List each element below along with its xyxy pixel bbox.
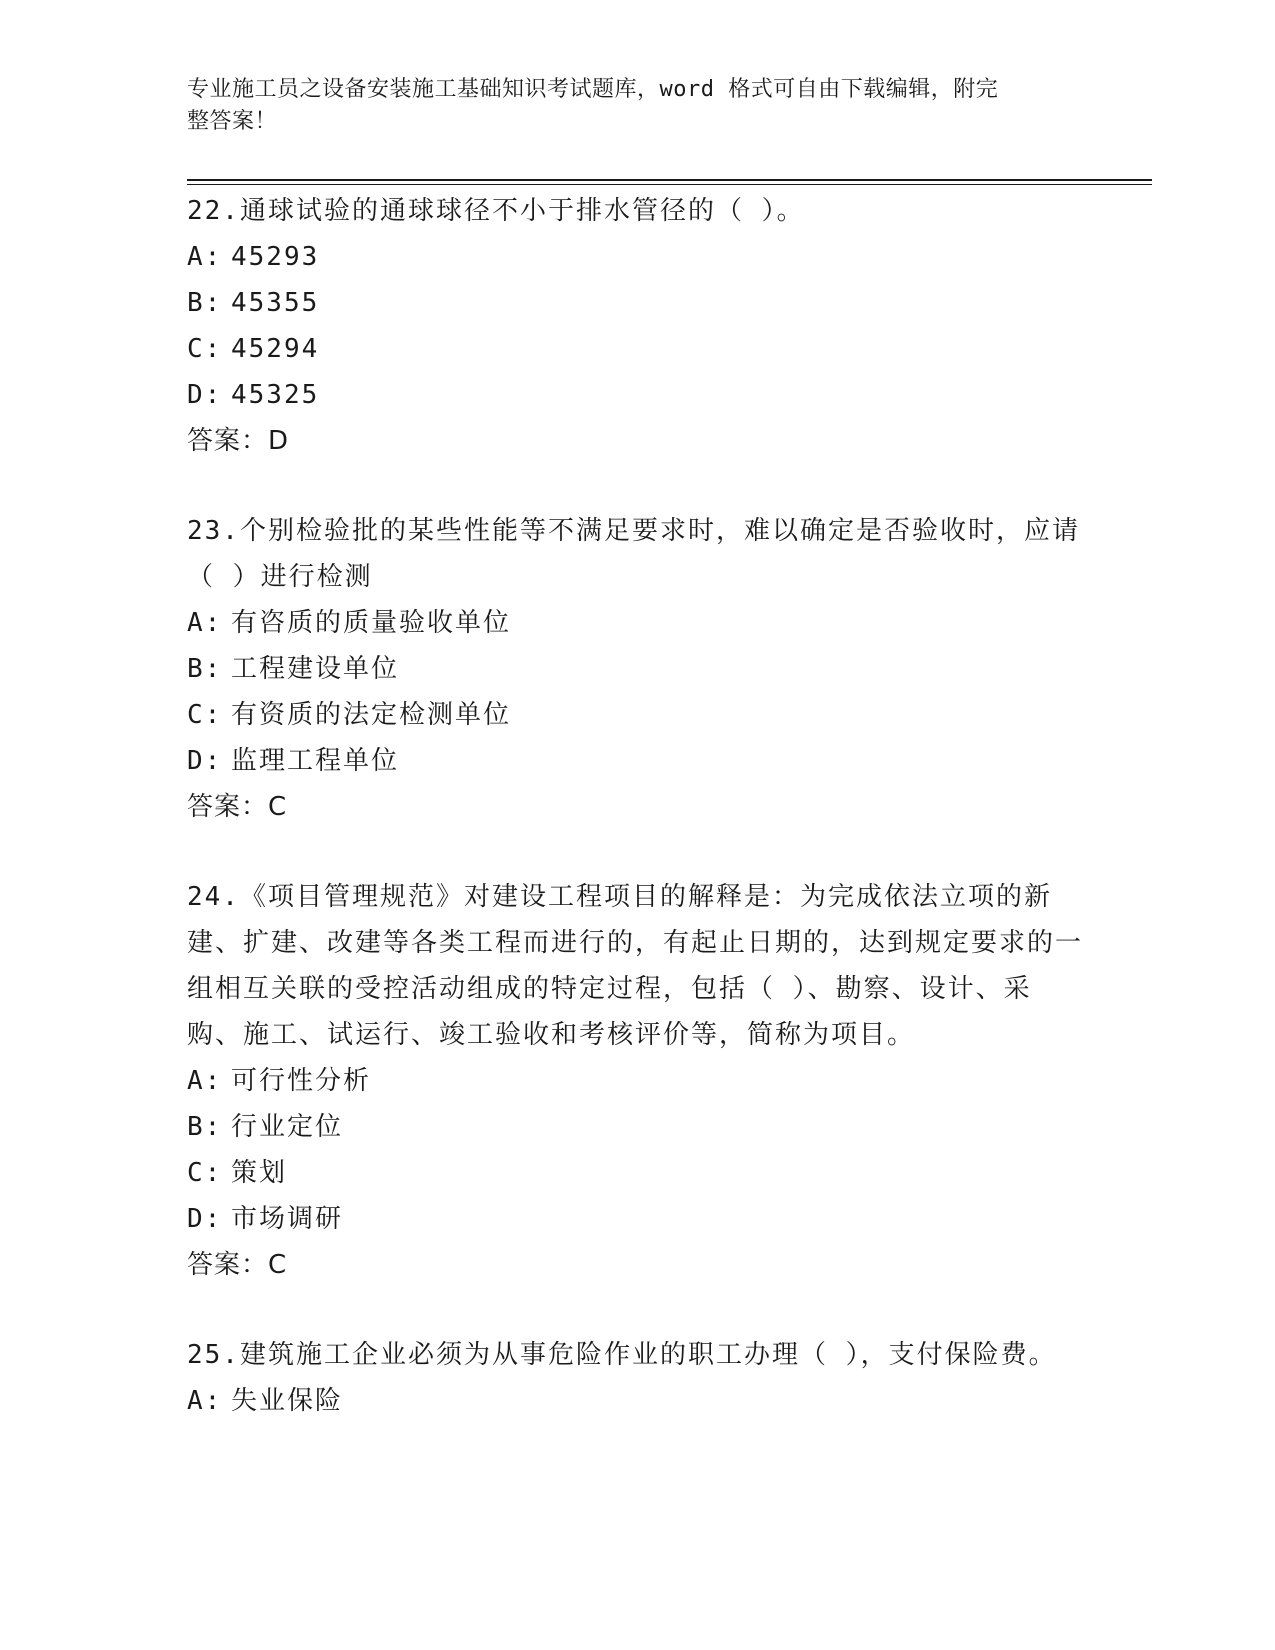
question-22 — [187, 188, 1087, 464]
option-letter: D: — [187, 1204, 223, 1234]
option-text: 有资质的法定检测单位 — [231, 700, 512, 730]
option-text: 监理工程单位 — [231, 746, 400, 776]
spacer — [187, 1288, 1087, 1332]
option-text: 45293 — [231, 242, 320, 272]
option-text: 市场调研 — [231, 1204, 344, 1234]
option-d — [187, 1196, 1087, 1242]
header-line-2: 整答案！ — [187, 109, 278, 134]
option-letter: D: — [187, 746, 223, 776]
option-letter: C: — [187, 700, 223, 730]
option-a — [187, 600, 1087, 646]
option-letter: B: — [187, 654, 223, 684]
header-divider-thick — [187, 179, 1152, 181]
option-text: 45325 — [231, 380, 320, 410]
option-letter: A: — [187, 242, 223, 272]
answer-line: 答案：C — [187, 792, 288, 822]
option-c — [187, 326, 1087, 372]
option-b — [187, 1104, 1087, 1150]
spacer — [187, 464, 1087, 508]
option-text: 45355 — [231, 288, 320, 318]
option-text: 工程建设单位 — [231, 654, 400, 684]
option-a — [187, 234, 1087, 280]
question-text: 23.个别检验批的某些性能等不满足要求时，难以确定是否验收时，应请（ ）进行检测 — [187, 516, 1080, 592]
option-b — [187, 280, 1087, 326]
question-text: 25.建筑施工企业必须为从事危险作业的职工办理（ ），支付保险费。 — [187, 1340, 1057, 1370]
question-text: 24.《项目管理规范》对建设工程项目的解释是：为完成依法立项的新建、扩建、改建等各类工程而进行的，有起止日期的，达到规定要求的一组相互关联的受控活动组成的特定过程，包括（ ）、勘察、设计、采购、施工、试运行、竣工验收和考核评价等，简称为项目。 — [187, 882, 1084, 1050]
option-letter: A: — [187, 1066, 223, 1096]
document-header — [187, 74, 1067, 138]
question-text: 22.通球试验的通球球径不小于排水管径的（ ）。 — [187, 196, 805, 226]
option-d — [187, 372, 1087, 418]
question-23 — [187, 508, 1087, 830]
answer-line: 答案：C — [187, 1250, 288, 1280]
option-c — [187, 692, 1087, 738]
option-text: 行业定位 — [231, 1112, 344, 1142]
option-letter: B: — [187, 1112, 223, 1142]
question-list — [187, 188, 1087, 1424]
header-divider-thin — [187, 184, 1152, 185]
option-letter: D: — [187, 380, 223, 410]
option-d — [187, 738, 1087, 784]
option-text: 45294 — [231, 334, 320, 364]
option-a — [187, 1058, 1087, 1104]
option-b — [187, 646, 1087, 692]
option-text: 有咨质的质量验收单位 — [231, 608, 512, 638]
option-a — [187, 1378, 1087, 1424]
option-text: 策划 — [231, 1158, 288, 1188]
option-letter: B: — [187, 288, 223, 318]
question-24 — [187, 874, 1087, 1288]
header-line-1: 专业施工员之设备安装施工基础知识考试题库，word 格式可自由下载编辑，附完 — [187, 77, 999, 102]
option-letter: C: — [187, 1158, 223, 1188]
option-c — [187, 1150, 1087, 1196]
option-text: 可行性分析 — [231, 1066, 372, 1096]
spacer — [187, 830, 1087, 874]
option-letter: A: — [187, 1386, 223, 1416]
answer-line: 答案：D — [187, 426, 290, 456]
question-25 — [187, 1332, 1087, 1424]
option-letter: A: — [187, 608, 223, 638]
option-text: 失业保险 — [231, 1386, 344, 1416]
option-letter: C: — [187, 334, 223, 364]
